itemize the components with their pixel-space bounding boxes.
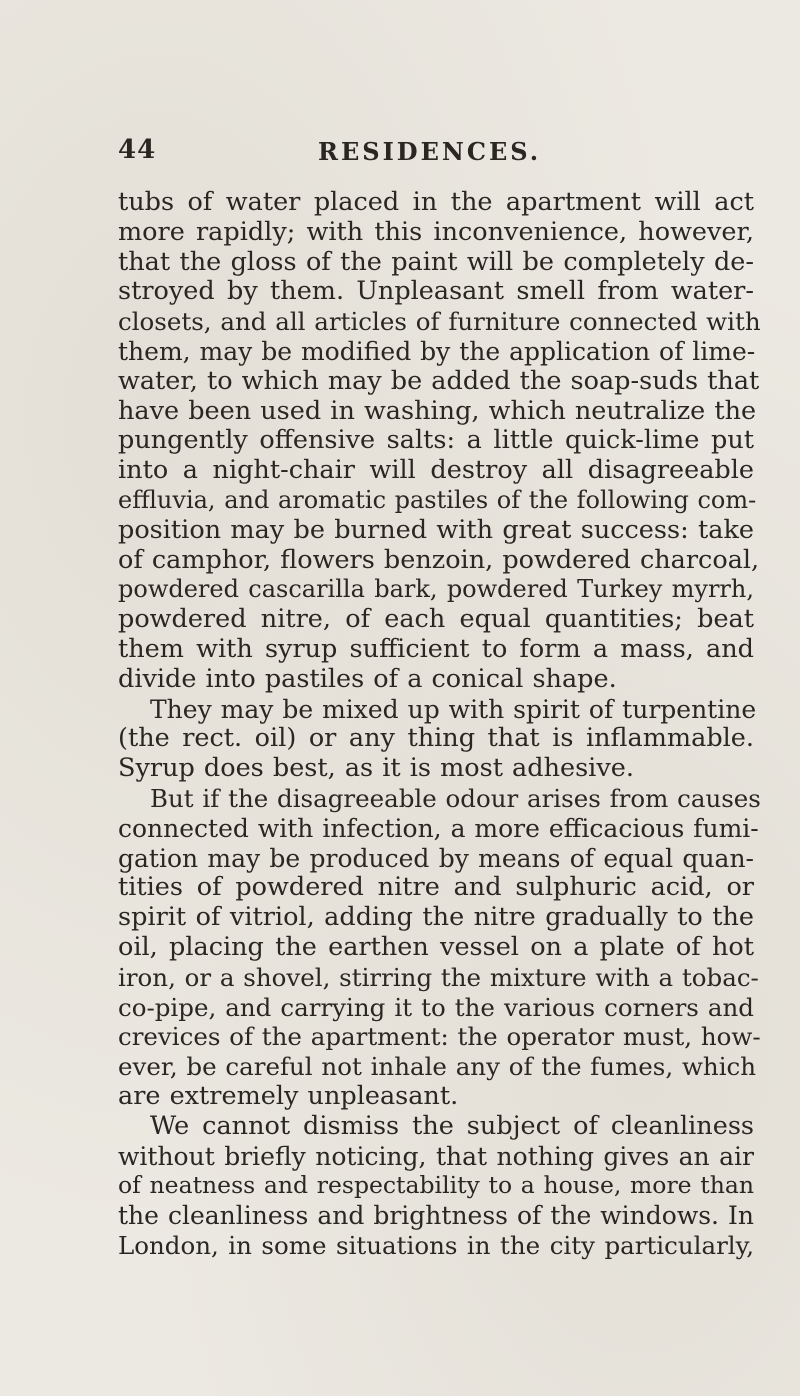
text-line: tubs of water placed in the apartment will act (118, 187, 754, 217)
text-line: But if the disagreeable odour arises from causes (150, 783, 761, 813)
running-head (0, 135, 800, 175)
text-line: are extremely unpleasant. (118, 1080, 459, 1111)
text-line: into a night-chair will destroy all disagreeable (118, 455, 754, 486)
text-line: pungently offensive salts: a little quick-lime put (118, 425, 754, 456)
text-line: powdered cascarilla bark, powdered Turkey myrrh, (118, 575, 754, 604)
text-line: connected with infection, a more efficacious fumi- (118, 813, 759, 843)
text-line: oil, placing the earthen vessel on a plate of hot (118, 931, 754, 962)
text-line: the cleanliness and brightness of the windows. In (118, 1201, 754, 1231)
text-line: position may be burned with great success: take (118, 514, 754, 545)
text-line: They may be mixed up with spirit of turpentine (150, 694, 757, 724)
header-title: RESIDENCES. (318, 137, 542, 166)
text-line: them, may be modified by the application of lime- (118, 336, 756, 366)
text-line: without briefly noticing, that nothing gives an air (118, 1141, 754, 1171)
text-line: (the rect. oil) or any thing that is inflammable. (118, 723, 754, 754)
text-line: of camphor, flowers benzoin, powdered charcoal, (118, 544, 760, 575)
text-line: ever, be careful not inhale any of the fumes, which (118, 1052, 757, 1082)
text-line: powdered nitre, of each equal quantities; beat (118, 604, 754, 635)
text-line: tities of powdered nitre and sulphuric acid, or (118, 872, 754, 903)
text-line: of neatness and respectability to a house, more than (118, 1171, 754, 1200)
text-line: Syrup does best, as it is most adhesive. (118, 753, 634, 784)
text-line: spirit of vitriol, adding the nitre gradually to the (118, 902, 754, 933)
text-line: that the gloss of the paint will be completely de- (118, 246, 754, 277)
text-line: closets, and all articles of furniture connected with (118, 307, 761, 337)
text-line: We cannot dismiss the subject of cleanliness (150, 1110, 754, 1141)
text-line: crevices of the apartment: the operator must, how- (118, 1022, 761, 1052)
text-line: divide into pastiles of a conical shape. (118, 663, 617, 694)
text-line: stroyed by them. Unpleasant smell from water- (118, 276, 754, 307)
page-number: 44 (118, 135, 157, 165)
text-line: them with syrup sufficient to form a mass, and (118, 633, 754, 664)
text-line: water, to which may be added the soap-suds that (118, 365, 760, 396)
text-line: London, in some situations in the city particularly, (118, 1230, 754, 1260)
text-line: co-pipe, and carrying it to the various corners and (118, 992, 754, 1022)
text-line: effluvia, and aromatic pastiles of the following com- (118, 485, 757, 514)
text-line: more rapidly; with this inconvenience, however, (118, 216, 754, 247)
text-line: gation may be produced by means of equal quan- (118, 843, 754, 873)
text-line: iron, or a shovel, stirring the mixture with a tobac- (118, 962, 759, 992)
text-line: have been used in washing, which neutralize the (118, 395, 757, 426)
body-text (118, 187, 761, 1261)
